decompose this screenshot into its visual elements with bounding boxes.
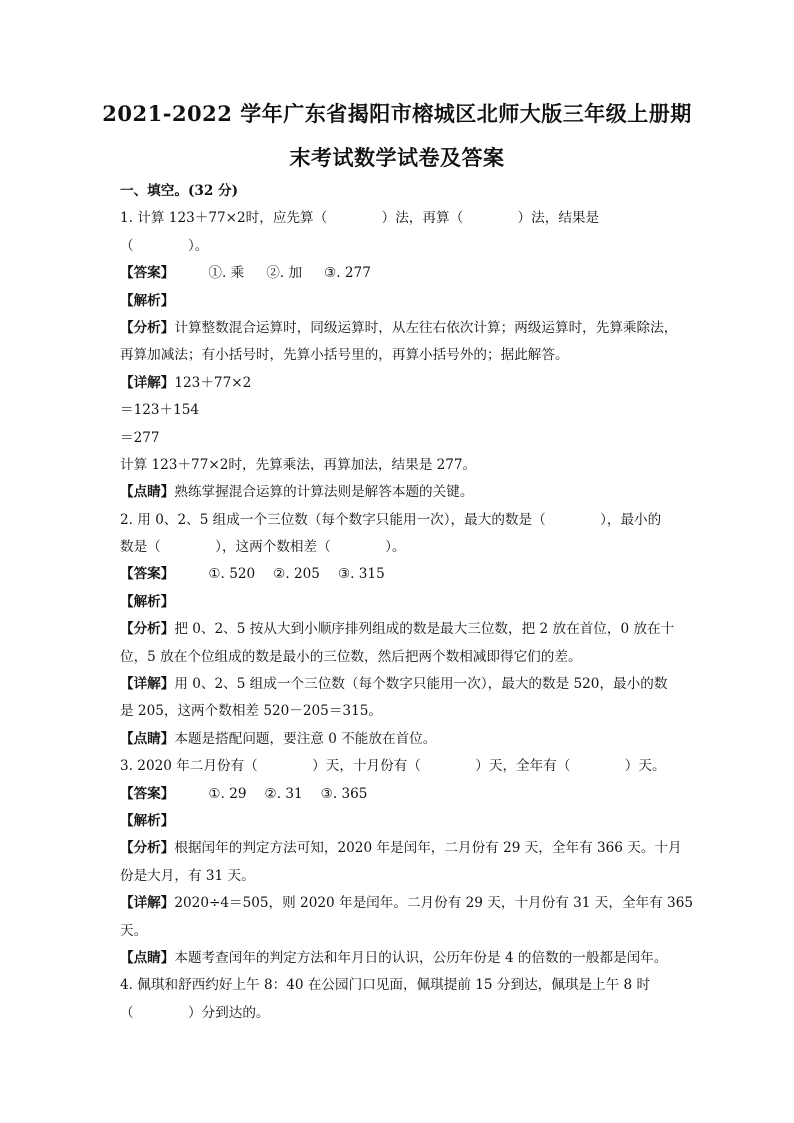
q2-stem-line2: 数是（ ），这两个数相差（ ）。 [120,539,406,556]
q1-answer-3: ③. 277 [324,265,371,282]
q3-answer-2: ②. 31 [264,785,303,802]
dianjing-tag: 【点睛】 [120,730,175,747]
xiangjie-tag: 【详解】 [120,374,175,391]
q3-dianjing-text: 本题考查闰年的判定方法和年月日的认识，公历年份是 4 的倍数的一般都是闰年。 [174,949,668,966]
dianjing-tag: 【点睛】 [120,484,175,501]
fenxi-tag: 【分析】 [120,621,175,638]
q2-jiexi-tag: 【解析】 [120,593,175,610]
q1-answer-2: ②. 加 [266,265,303,282]
fenxi-tag: 【分析】 [120,840,175,857]
q2-fenxi-line2: 位，5 放在个位组成的数是最小的三位数，然后把两个数相减即得它们的差。 [120,648,582,665]
fenxi-tag: 【分析】 [120,319,175,336]
q1-xiangjie-line3: ＝277 [120,429,160,446]
q3-dianjing-line [120,945,680,972]
q4-stem-line2: （ ）分到达的。 [120,1004,270,1021]
document-body [120,178,693,1027]
q3-xiangjie-line2: 天。 [120,922,148,939]
q3-fenxi-line2: 份是大月，有 31 天。 [120,867,255,884]
q2-answer-2: ②. 205 [273,566,320,583]
q2-fenxi-text1: 把 0、2、5 按从大到小顺序排列组成的数是最大三位数，把 2 放在首位，0 放在十 [174,621,675,638]
q1-stem-line1: 1. 计算 123＋77×2时，应先算（ ）法，再算（ ）法，结果是 [120,210,600,227]
q3-jiexi-tag: 【解析】 [120,812,175,829]
q2-dianjing-text: 本题是搭配问题，要注意 0 不能放在首位。 [174,730,437,747]
xiangjie-tag: 【详解】 [120,676,175,693]
q4-stem-line1: 4. 佩琪和舒西约好上午 8：40 在公园门口见面，佩琪提前 15 分到达，佩琪是上午 8 时 [120,977,651,994]
q1-xiangjie-line4: 计算 123＋77×2时，先算乘法，再算加法，结果是 277。 [120,456,477,473]
q2-answer-line [120,561,680,588]
q2-stem-line1: 2. 用 0、2、5 组成一个三位数（每个数字只能用一次），最大的数是（ ），最小的 [120,511,662,528]
document-title-line2: 末考试数学试卷及答案 [289,145,505,170]
xiangjie-tag: 【详解】 [120,895,175,912]
answer-tag: 【答案】 [120,566,175,583]
q1-fenxi-line2: 再算加减法；有小括号时，先算小括号里的，再算小括号外的；据此解答。 [120,347,569,364]
q3-answer-3: ③. 365 [320,785,368,802]
answer-tag: 【答案】 [120,785,175,802]
q2-fenxi-line1 [120,616,680,643]
document-title-line1: 2021-2022 学年广东省揭阳市榕城区北师大版三年级上册期 [102,101,692,126]
q1-jiexi-tag: 【解析】 [120,292,175,309]
q3-stem-line1: 3. 2020 年二月份有（ ）天，十月份有（ ）天，全年有（ ）天。 [120,758,666,775]
q1-xiangjie-line1 [120,370,680,397]
q2-xiangjie-text1: 用 0、2、5 组成一个三位数（每个数字只能用一次），最大的数是 520，最小的数 [174,676,668,693]
q3-xiangjie-line1 [120,890,693,917]
q1-answer-line [120,260,680,287]
q1-fenxi-line1 [120,315,680,342]
q2-xiangjie-line2: 是 205，这两个数相差 520－205＝315。 [120,703,382,720]
q1-dianjing-line [120,479,680,506]
q2-dianjing-line [120,726,680,753]
answer-tag: 【答案】 [120,265,175,282]
q3-answer-1: ①. 29 [208,785,247,802]
q1-xiangjie-line2: ＝123＋154 [120,402,200,419]
q3-fenxi-line1 [120,835,680,862]
dianjing-tag: 【点睛】 [120,949,175,966]
q1-stem-line2: （ ）。 [120,237,209,254]
q1-dianjing-text: 熟练掌握混合运算的计算法则是解答本题的关键。 [174,484,474,501]
q3-xiangjie-text1: 2020÷4＝505，则 2020 年是闰年。二月份有 29 天，十月份有 31 天，全年有 365 [174,895,693,912]
q3-answer-line [120,781,680,808]
q1-answer-1: ①. 乘 [208,265,245,282]
q1-xiangjie-text1: 123＋77×2 [174,374,252,391]
q2-xiangjie-line1 [120,671,680,698]
q3-fenxi-text1: 根据闰年的判定方法可知，2020 年是闰年，二月份有 29 天，全年有 366 天。十月 [174,840,682,857]
q2-answer-1: ①. 520 [208,566,256,583]
section-heading: 一、填空。(32 分) [120,183,239,199]
q2-answer-3: ③. 315 [337,566,385,583]
q1-fenxi-text1: 计算整数混合运算时，同级运算时，从左往右依次计算；两级运算时，先算乘除法， [174,319,678,336]
